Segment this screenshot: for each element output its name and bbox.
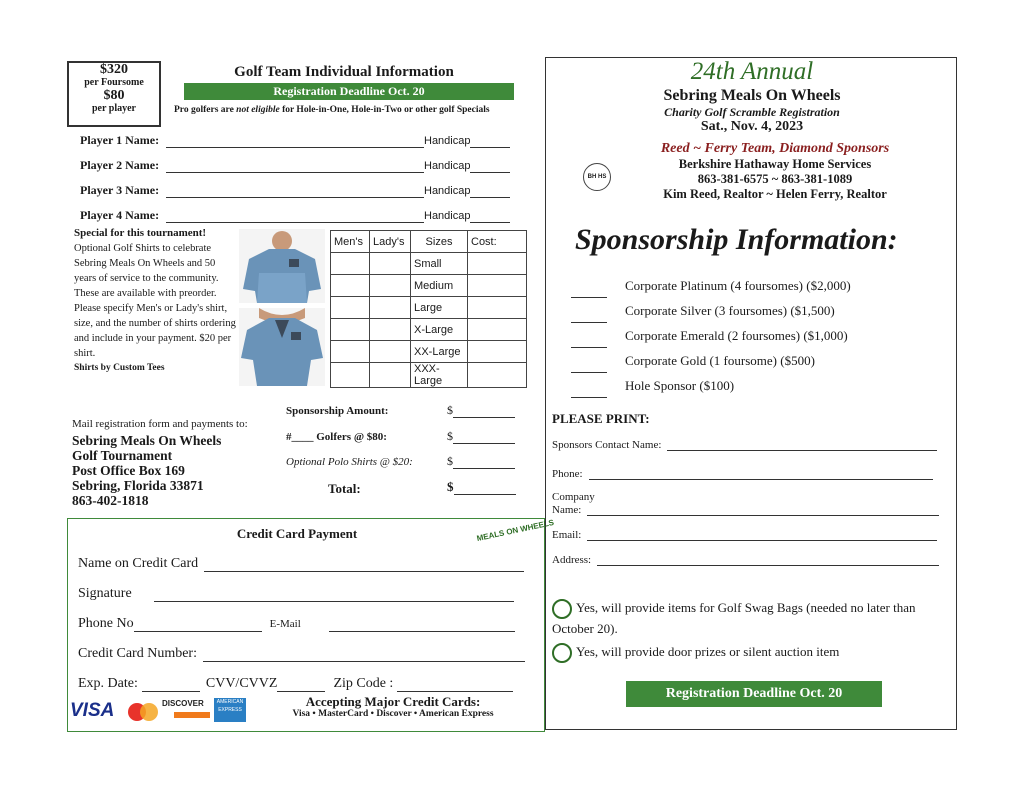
- right-deadline-banner: Registration Deadline Oct. 20: [626, 681, 882, 707]
- phone-label: Phone:: [552, 468, 583, 480]
- sponsorship-amount-field[interactable]: [447, 403, 515, 418]
- ladys-cell[interactable]: [370, 275, 411, 297]
- sponsor-level-hole[interactable]: [571, 373, 851, 398]
- address-label: Address:: [552, 554, 592, 566]
- mail-label: Mail registration form and payments to:: [72, 418, 248, 430]
- cards-list: Visa • MasterCard • Discover • American Express: [292, 709, 494, 719]
- level-label: Corporate Silver (3 foursomes) ($1,500): [625, 303, 835, 318]
- left-deadline-banner: Registration Deadline Oct. 20: [184, 83, 514, 100]
- event-date: Sat., Nov. 4, 2023: [700, 119, 804, 134]
- size-cell: XXX-Large: [411, 363, 468, 388]
- player-label: Player 3 Name:: [80, 183, 160, 197]
- foursome-price: $320: [100, 62, 128, 77]
- address-line: Sebring, Florida 33871: [72, 478, 204, 493]
- handicap-label: Handicap: [424, 210, 471, 222]
- level-label: Corporate Platinum (4 foursomes) ($2,000): [625, 278, 851, 293]
- sponsor-realtors: Kim Reed, Realtor ~ Helen Ferry, Realtor: [663, 187, 887, 201]
- handicap-line[interactable]: [470, 135, 510, 148]
- exp-label: Exp. Date:: [78, 676, 138, 691]
- dollar-sign: $: [447, 403, 453, 417]
- card-number-label: Credit Card Number:: [78, 646, 197, 661]
- swag-checkbox-circle[interactable]: [552, 599, 572, 619]
- sponsor-company: Berkshire Hathaway Home Services: [678, 157, 872, 171]
- sponsor-level-platinum[interactable]: [571, 273, 851, 298]
- table-row[interactable]: [331, 319, 527, 341]
- shirt-special: [74, 226, 236, 376]
- header-ladys: Lady's: [370, 231, 411, 253]
- player-label: Player 4 Name:: [80, 208, 160, 222]
- mens-cell[interactable]: [331, 297, 370, 319]
- phone-row[interactable]: [552, 467, 933, 480]
- special-title: Special for this tournament!: [74, 227, 207, 239]
- address-line: 863-402-1818: [72, 493, 149, 508]
- signature-label: Signature: [78, 586, 132, 601]
- dollar-sign: $: [447, 479, 454, 494]
- contact-name-row[interactable]: [552, 438, 937, 451]
- phone-label: Phone No: [78, 616, 134, 631]
- header-cost: Cost:: [468, 231, 527, 253]
- door-prize-checkbox-circle[interactable]: [552, 643, 572, 663]
- amex-logo: AMERICAN EXPRESS: [214, 698, 246, 722]
- foursome-label: per Foursome: [84, 77, 144, 88]
- player-name-line[interactable]: [166, 160, 424, 173]
- pro-note-2: not eligible: [236, 105, 280, 115]
- sponsorship-levels: [571, 273, 851, 398]
- handicap-line[interactable]: [470, 185, 510, 198]
- size-cell: Small: [411, 253, 468, 275]
- sponsor-level-silver[interactable]: [571, 298, 851, 323]
- visa-logo: VISA: [70, 700, 115, 721]
- diamond-sponsors: Reed ~ Ferry Team, Diamond Sponsors: [660, 141, 890, 156]
- price-box: [67, 61, 161, 127]
- accepting-cards: Accepting Major Credit Cards:: [305, 694, 481, 709]
- mens-cell[interactable]: [331, 319, 370, 341]
- mens-cell[interactable]: [331, 253, 370, 275]
- zip-label: Zip Code :: [333, 676, 394, 691]
- card-name-row[interactable]: [78, 556, 524, 572]
- table-row[interactable]: [331, 253, 527, 275]
- pro-note: [174, 105, 490, 115]
- sponsor-level-gold[interactable]: [571, 348, 851, 373]
- pro-note-1: Pro golfers are: [174, 105, 237, 115]
- sponsor-level-emerald[interactable]: [571, 323, 851, 348]
- player-3-row[interactable]: [80, 183, 510, 198]
- handicap-line[interactable]: [470, 160, 510, 173]
- player-1-row[interactable]: [80, 133, 510, 148]
- card-name-label: Name on Credit Card: [78, 556, 199, 571]
- level-label: Corporate Gold (1 foursome) ($500): [625, 353, 815, 368]
- ladys-cell[interactable]: [370, 341, 411, 363]
- card-logos: [70, 698, 250, 724]
- mens-cell[interactable]: [331, 275, 370, 297]
- player-4-row[interactable]: [80, 208, 510, 223]
- cost-cell[interactable]: [468, 253, 527, 275]
- email-label: Email:: [552, 529, 582, 541]
- annual-title: 24th Annual: [690, 58, 814, 85]
- player-label: Player 1 Name:: [80, 133, 160, 147]
- player-label: Player 2 Name:: [80, 158, 160, 172]
- header-mens: Men's: [331, 231, 370, 253]
- swag-option[interactable]: [552, 598, 952, 638]
- door-prize-option[interactable]: [552, 642, 952, 663]
- event-name: Charity Golf Scramble Registration: [664, 105, 840, 119]
- header-sizes: Sizes: [411, 231, 468, 253]
- phone-email-row[interactable]: [78, 616, 515, 632]
- shirts-by: Shirts by Custom Tees: [74, 363, 165, 373]
- org-name: Sebring Meals On Wheels: [663, 87, 841, 104]
- table-row[interactable]: [331, 363, 527, 388]
- sponsorship-amount-label: Sponsorship Amount:: [286, 405, 389, 417]
- left-title: Golf Team Individual Information: [234, 64, 454, 80]
- swag-text: Yes, will provide items for Golf Swag Bags (needed no later than October 20).: [552, 600, 916, 637]
- player-label: per player: [92, 103, 136, 114]
- card-number-row[interactable]: [78, 646, 525, 662]
- dollar-sign: $: [447, 429, 453, 443]
- please-print: PLEASE PRINT:: [552, 411, 650, 426]
- cvv-label: CVV/CVVZ: [205, 676, 278, 691]
- shirt-order-table: [330, 230, 527, 388]
- size-cell: Medium: [411, 275, 468, 297]
- company-row[interactable]: [552, 491, 939, 516]
- size-cell: X-Large: [411, 319, 468, 341]
- handicap-line[interactable]: [470, 210, 510, 223]
- mastercard-logo: [125, 702, 161, 727]
- cost-cell[interactable]: [468, 363, 527, 388]
- sponsorship-title: Sponsorship Information:: [575, 223, 898, 256]
- credit-card-title: Credit Card Payment: [236, 526, 358, 541]
- special-text: Optional Golf Shirts to celebrate Sebring Meals On Wheels and 50 years of service to the community. These are available with preorder. Please specify Men's or Lady's shirt, size, and the number of shirts ordering and include in your payment. $20 per shirt.: [74, 243, 236, 359]
- address-line: Post Office Box 169: [72, 463, 185, 478]
- mens-shirt-photo: [239, 229, 325, 303]
- player-name-line[interactable]: [166, 210, 424, 223]
- player-name-line[interactable]: [166, 135, 424, 148]
- table-row[interactable]: [331, 275, 527, 297]
- polo-amount-label: Optional Polo Shirts @ $20:: [286, 456, 413, 468]
- contact-label: Sponsors Contact Name:: [552, 439, 662, 451]
- table-row[interactable]: [331, 341, 527, 363]
- company-label-2: Name:: [552, 504, 582, 516]
- handicap-label: Handicap: [424, 160, 471, 172]
- address-row[interactable]: [552, 553, 939, 566]
- total-field[interactable]: [447, 479, 516, 495]
- cost-cell[interactable]: [468, 319, 527, 341]
- player-price: $80: [103, 88, 125, 103]
- golfers-amount-field[interactable]: [447, 429, 515, 444]
- address-line: Golf Tournament: [72, 448, 173, 463]
- pro-note-3: for Hole-in-One, Hole-in-Two or other golf Specials: [279, 105, 490, 115]
- mens-cell[interactable]: [331, 363, 370, 388]
- handicap-label: Handicap: [424, 185, 471, 197]
- ladys-cell[interactable]: [370, 297, 411, 319]
- size-cell: XX-Large: [411, 341, 468, 363]
- address-line: Sebring Meals On Wheels: [72, 433, 222, 448]
- cost-cell[interactable]: [468, 297, 527, 319]
- signature-row[interactable]: [78, 586, 514, 602]
- email-row[interactable]: [552, 528, 937, 541]
- ladys-cell[interactable]: [370, 253, 411, 275]
- player-2-row[interactable]: [80, 158, 510, 173]
- player-name-line[interactable]: [166, 185, 424, 198]
- email-label: E-Mail: [269, 618, 301, 630]
- exp-row[interactable]: [78, 676, 513, 692]
- bhhs-logo: BH HS: [583, 163, 611, 191]
- golfers-amount-label: #____ Golfers @ $80:: [286, 431, 387, 443]
- mailing-address: [72, 433, 221, 508]
- mens-cell[interactable]: [331, 341, 370, 363]
- polo-amount-field[interactable]: [447, 454, 515, 469]
- level-label: Hole Sponsor ($100): [625, 378, 735, 393]
- level-label: Corporate Emerald (2 foursomes) ($1,000): [625, 328, 848, 343]
- discover-logo: DISCOVER: [162, 699, 204, 708]
- dollar-sign: $: [447, 454, 453, 468]
- size-cell: Large: [411, 297, 468, 319]
- ladys-cell[interactable]: [370, 363, 411, 388]
- cost-cell[interactable]: [468, 341, 527, 363]
- handicap-label: Handicap: [424, 135, 471, 147]
- door-prize-text: Yes, will provide door prizes or silent auction item: [576, 644, 840, 659]
- ladys-shirt-photo: [239, 308, 325, 386]
- total-label: Total:: [328, 481, 361, 496]
- table-row[interactable]: [331, 297, 527, 319]
- meals-on-wheels-logo: MEALS ON WHEELS: [475, 517, 555, 544]
- company-label-1: Company: [552, 491, 595, 503]
- sponsor-phones: 863-381-6575 ~ 863-381-1089: [697, 172, 853, 186]
- cost-cell[interactable]: [468, 275, 527, 297]
- ladys-cell[interactable]: [370, 319, 411, 341]
